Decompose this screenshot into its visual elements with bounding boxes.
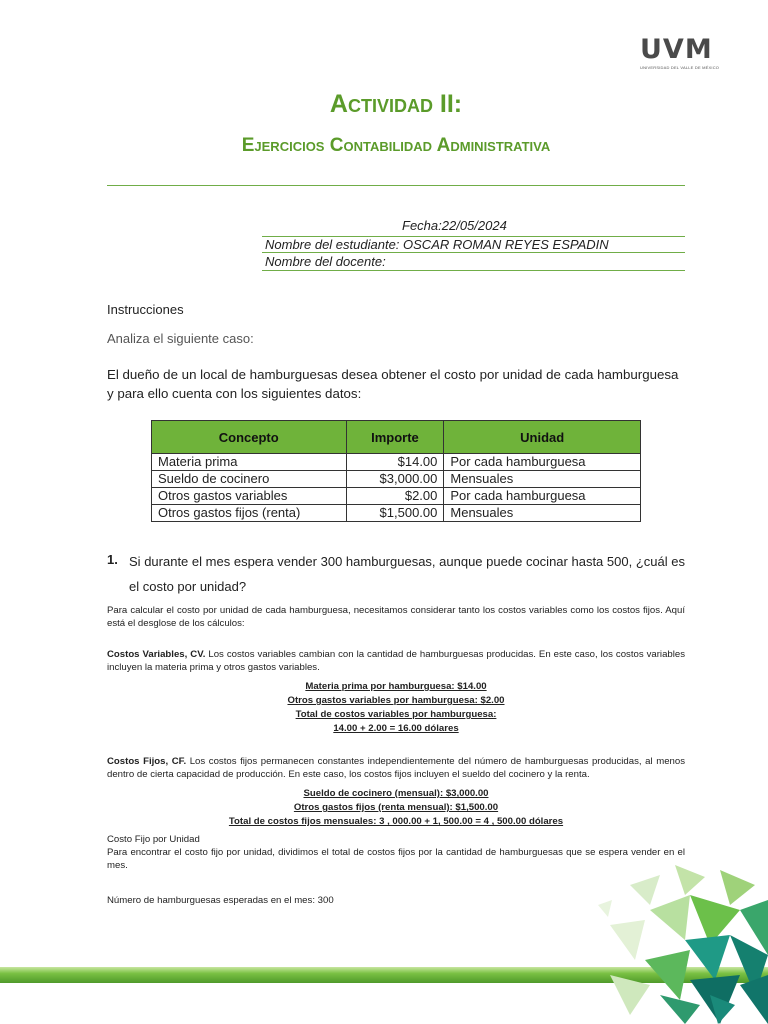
logo-text: UVM — [640, 34, 713, 65]
title-divider — [107, 185, 685, 186]
list-item: Sueldo de cocinero (mensual): $3,000.00 — [303, 788, 489, 799]
cell-concepto: Otros gastos variables — [152, 488, 347, 505]
variable-costs-paragraph — [107, 648, 685, 674]
table-row — [152, 471, 641, 488]
date-field: Fecha:22/05/2024 — [402, 218, 507, 233]
cell-unidad: Por cada hamburguesa — [444, 488, 641, 505]
fixed-costs-paragraph — [107, 755, 685, 781]
expected-burgers-line: Número de hamburguesas esperadas en el mes: 300 — [107, 895, 334, 906]
list-item: Total de costos fijos mensuales: 3 , 000.00 + 1, 500.00 = 4 , 500.00 dólares — [228, 816, 564, 827]
cell-importe: $3,000.00 — [346, 471, 444, 488]
logo-subtitle: UNIVERSIDAD DEL VALLE DE MÉXICO — [640, 65, 720, 70]
activity-title: Actividad II: — [329, 90, 463, 118]
list-item: Otros gastos variables por hamburguesa: $2.00 — [287, 695, 505, 706]
variable-costs-text: Los costos variables cambian con la cantidad de hamburguesas producidas. En este caso, los costos variables incluyen la materia prima y otros gastos variables. — [107, 649, 686, 673]
cost-data-table — [151, 420, 641, 522]
cell-concepto: Materia prima — [152, 454, 347, 471]
fixed-cost-per-unit-text: Para encontrar el costo fijo por unidad, dividimos el total de costos fijos por la cantidad de hamburguesas que se espera vender en el mes. — [107, 847, 685, 871]
fixed-costs-text: Los costos fijos permanecen constantes independientemente del número de hamburguesas producidas, al menos dentro de cierta capacidad de producción. En este caso, los costos fijos incluyen el sueldo del cocinero y la renta. — [107, 756, 685, 780]
cell-importe: $2.00 — [346, 488, 444, 505]
case-intro: El dueño de un local de hamburguesas desea obtener el costo por unidad de cada hamburguesa y para ello cuenta con los siguientes datos: — [107, 367, 679, 401]
student-name-field: Nombre del estudiante: OSCAR ROMAN REYES ESPADIN — [262, 236, 685, 253]
variable-costs-list — [107, 680, 685, 736]
list-item: Otros gastos fijos (renta mensual): $1,500.00 — [293, 802, 499, 813]
fixed-costs-list — [107, 787, 685, 829]
answer-intro: Para calcular el costo por unidad de cada hamburguesa, necesitamos considerar tanto los costos variables como los costos fijos. Aquí está el desglose de los cálculos: — [107, 605, 685, 629]
decorative-polygons-graphic — [590, 865, 768, 1024]
cell-importe: $1,500.00 — [346, 505, 444, 522]
teacher-name-field: Nombre del docente: — [262, 254, 685, 271]
variable-costs-heading: Costos Variables, CV. — [107, 649, 206, 660]
list-item: 14.00 + 2.00 = 16.00 dólares — [333, 723, 459, 734]
cell-unidad: Mensuales — [444, 471, 641, 488]
fixed-costs-heading: Costos Fijos, CF. — [107, 756, 187, 767]
fixed-cost-per-unit-title: Costo Fijo por Unidad — [107, 834, 200, 845]
cell-unidad: Por cada hamburguesa — [444, 454, 641, 471]
cell-importe: $14.00 — [346, 454, 444, 471]
table-row — [152, 454, 641, 471]
question-text: Si durante el mes espera vender 300 hamburguesas, aunque puede cocinar hasta 500, ¿cuál es el costo por unidad? — [129, 554, 685, 594]
list-item: Materia prima por hamburguesa: $14.00 — [305, 681, 487, 692]
table-row — [152, 488, 641, 505]
cell-concepto: Sueldo de cocinero — [152, 471, 347, 488]
cell-concepto: Otros gastos fijos (renta) — [152, 505, 347, 522]
case-prompt: Analiza el siguiente caso: — [107, 331, 254, 346]
header-unidad: Unidad — [444, 421, 641, 454]
table-header-row — [152, 421, 641, 454]
activity-subtitle: Ejercicios Contabilidad Administrativa — [241, 135, 551, 156]
list-item: Total de costos variables por hamburguesa: — [295, 709, 497, 720]
cell-unidad: Mensuales — [444, 505, 641, 522]
question-number: 1. — [107, 552, 118, 567]
header-concepto: Concepto — [152, 421, 347, 454]
instructions-heading: Instrucciones — [107, 302, 184, 317]
header-importe: Importe — [346, 421, 444, 454]
table-row — [152, 505, 641, 522]
uvm-logo — [640, 36, 718, 70]
